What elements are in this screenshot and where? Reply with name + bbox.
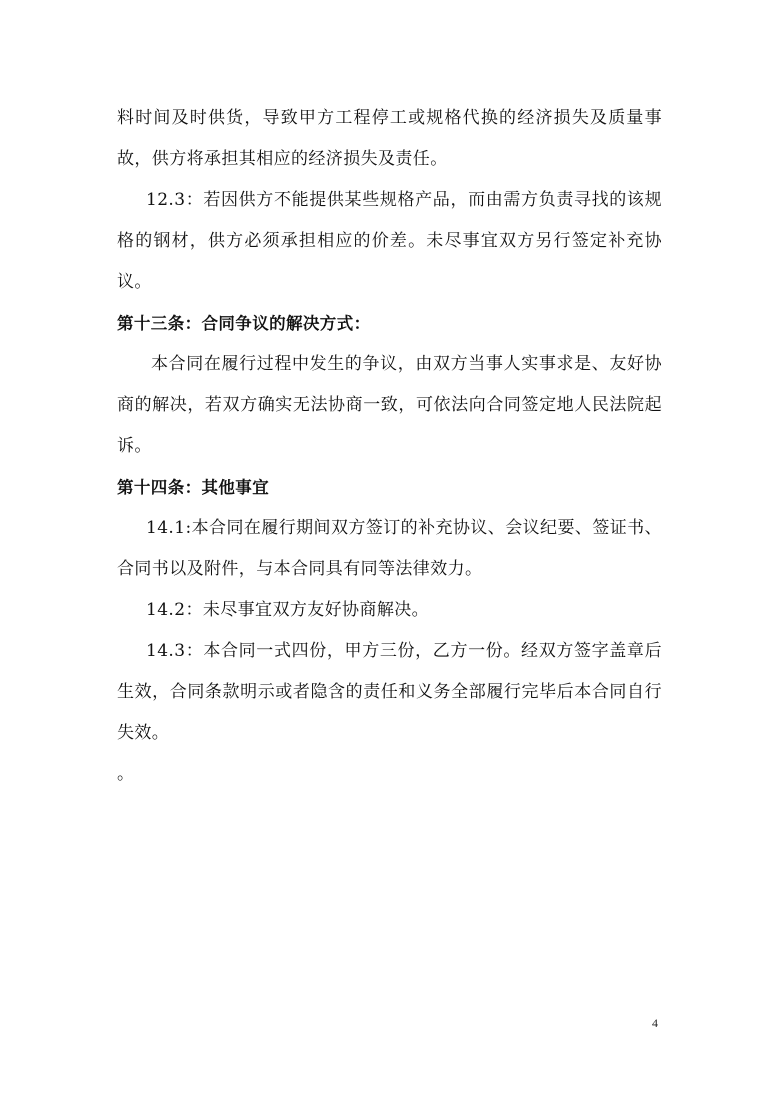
page-number: 4: [652, 1016, 658, 1030]
paragraph-clause-14-3: 14.3：本合同一式四份，甲方三份，乙方一份。经双方签字盖章后生效，合同条款明示或者隐含的责任和义务全部履行完毕后本合同自行失效。: [117, 641, 662, 743]
trailing-period: 。: [117, 764, 134, 784]
paragraph-clause-14-1: 14.1:本合同在履行期间双方签订的补充协议、会议纪要、签证书、合同书以及附件，与本合同具有同等法律效力。: [117, 518, 662, 579]
heading-article-14: 第十四条：其他事宜: [117, 478, 270, 497]
paragraph-dispute-resolution: 本合同在履行过程中发生的争议，由双方当事人实事求是、友好协商的解决，若双方确实无法协商一致，可依法向合同签定地人民法院起诉。: [117, 354, 662, 456]
heading-article-13: 第十三条：合同争议的解决方式：: [117, 314, 371, 333]
paragraph-supply-delay: 料时间及时供货，导致甲方工程停工或规格代换的经济损失及质量事故，供方将承担其相应的经济损失及责任。: [117, 108, 662, 169]
paragraph-clause-12-3: 12.3：若因供方不能提供某些规格产品，而由需方负责寻找的该规格的钢材，供方必须承担相应的价差。未尽事宜双方另行签定补充协议。: [117, 190, 662, 292]
paragraph-clause-14-2: 14.2：未尽事宜双方友好协商解决。: [146, 600, 430, 620]
document-body: [117, 98, 662, 795]
